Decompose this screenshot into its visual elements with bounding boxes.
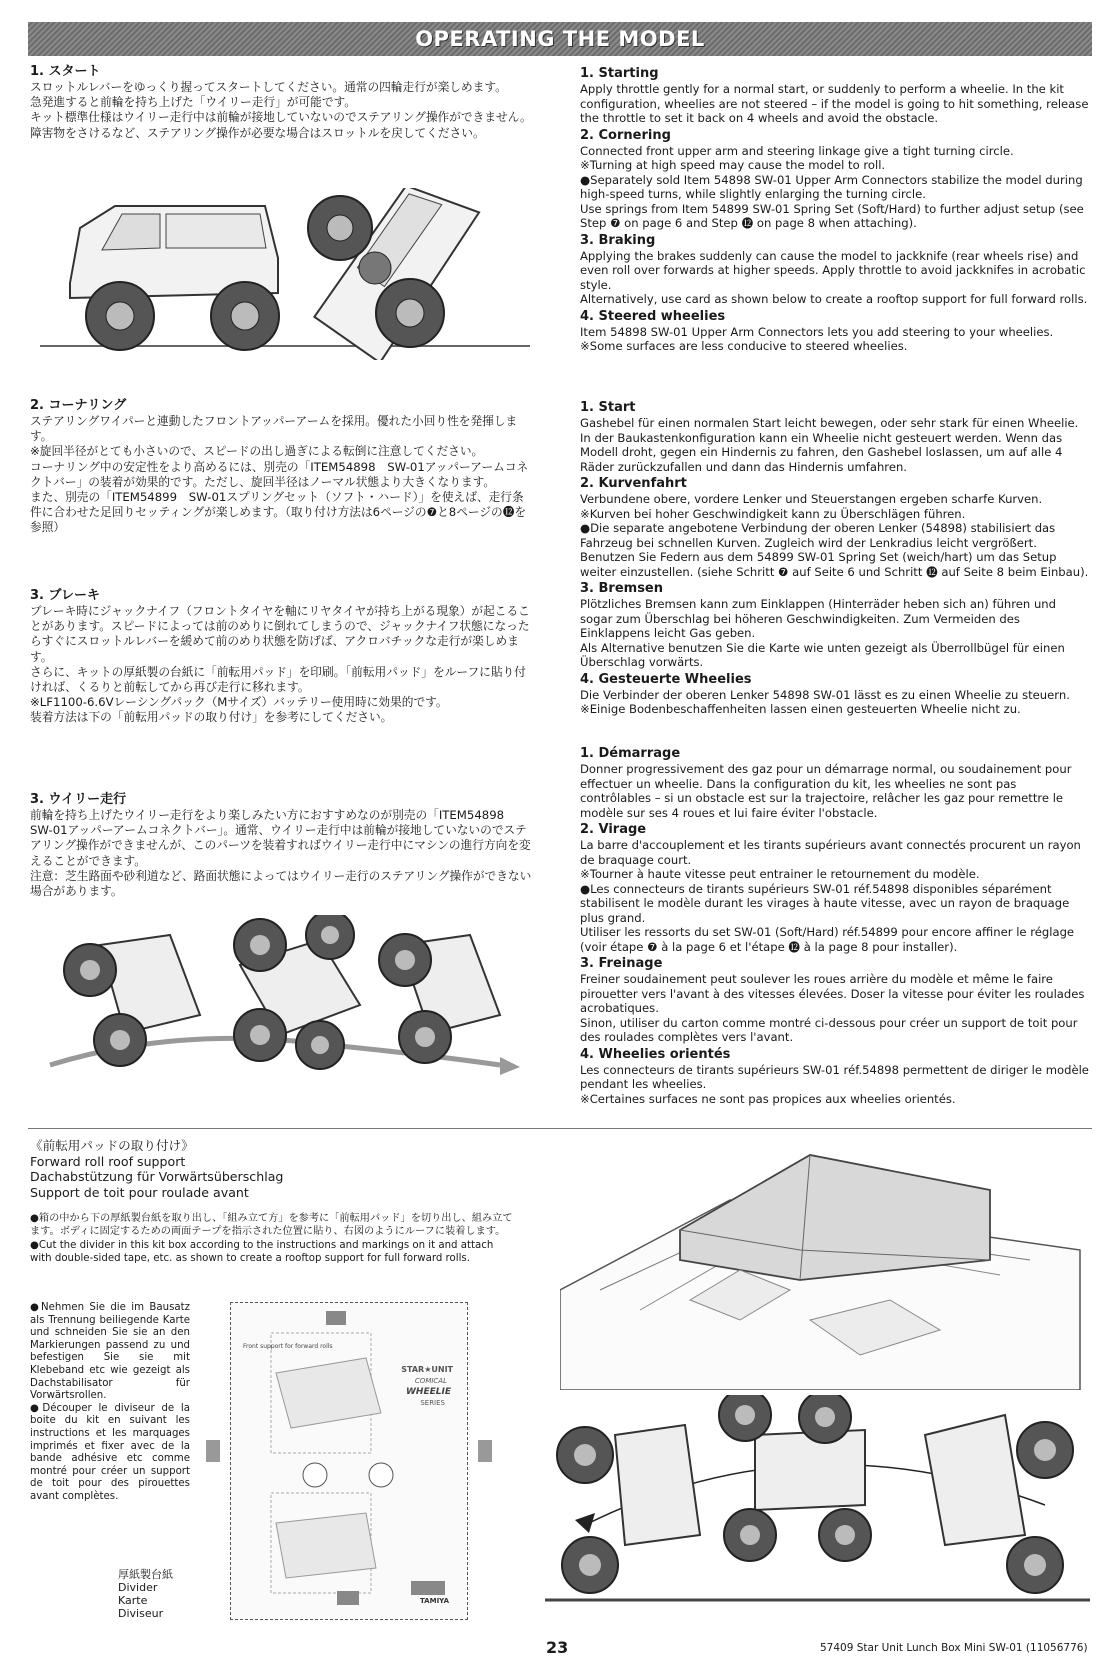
fr-start-heading: 1. Démarrage <box>580 746 681 761</box>
en-steer-heading: 4. Steered wheelies <box>580 308 726 324</box>
fr-cornering-text: La barre d'accouplement et les tirants supérieurs avant connectés procurent un rayon de braquage court. <box>580 838 1081 867</box>
jp-cornering-block <box>30 396 535 536</box>
jp-cornering-text-3: コーナリング中の安定性をより高めるには、別売の「ITEM54898 SW-01アッパーアームコネクトバー」の装着が効果的です。ただし、旋回半径はノーマル状態より大きくなります。 <box>30 459 529 489</box>
support-text-fr: ●Découper le diviseur de la boite du kit en suivant les instructions et les marquages imprimés et fixer avec de la bande adhésive etc comme montré pour créer un support de toit pour des pirouettes avant complètes. <box>30 1402 190 1502</box>
en-cornering-spring: Use springs from Item 54899 SW-01 Spring Set (Soft/Hard) to further adjust setup (see Step ❼ on page 6 and Step ⓬ on page 8 when attaching). <box>580 201 1084 230</box>
en-cornering-text: Connected front upper arm and steering linkage give a tight turning circle. <box>580 143 1014 158</box>
de-steer-note: ※Einige Bodenbeschaffenheiten lassen einen gesteuerten Wheelie nicht zu. <box>580 702 1021 716</box>
card-series-wheelie: WHEELIE <box>406 1387 451 1397</box>
de-start-text: Gashebel für einen normalen Start leicht bewegen, oder sehr stark für einen Wheelie. In der Baukastenkonfiguration kann ein Wheelie nicht gesteuert werden. Wenn das Modell droht, gegen ein Hindernis zu fahren, den Gashebel loslassen, um auf alle 4 Räder zurückzufallen und dann das Hindernis umfahren. <box>580 416 1079 474</box>
roof-support-illustration <box>560 1140 1090 1390</box>
card-diagram <box>231 1303 467 1619</box>
card-star-logo: STAR★UNIT <box>401 1365 453 1374</box>
jp-start-block <box>30 62 535 141</box>
card-pad-label: Front support for forward rolls <box>243 1343 333 1350</box>
jp-brake-block <box>30 586 535 726</box>
en-brake-heading: 3. Braking <box>580 232 656 248</box>
support-title-en: Forward roll roof support <box>30 1153 186 1169</box>
jp-brake-heading: 3. ブレーキ <box>30 588 100 603</box>
support-title-de: Dachabstützung für Vorwärtsüberschlag <box>30 1169 284 1184</box>
divider-label-fr: Diviseur <box>118 1607 164 1620</box>
en-steer-text: Item 54898 SW-01 Upper Arm Connectors lets you add steering to your wheelies. <box>580 324 1054 339</box>
jp-start-text-1: スロットルレバーをゆっくり握ってスタートしてください。通常の四輪走行が楽しめます。 <box>30 80 507 94</box>
support-text-en: ●Cut the divider in this kit box according to the instructions and markings on it and attach with double-sided tape, etc. as shown to create a rooftop support for full forward rolls. <box>30 1240 494 1264</box>
card-brand: TAMIYA <box>419 1597 449 1605</box>
de-start-heading: 1. Start <box>580 400 636 415</box>
support-text-de-fr <box>30 1302 190 1504</box>
support-text-de: ●Nehmen Sie die im Bausatz als Trennung beiliegende Karte und schneiden Sie sie an den Markierungen passend zu und befestigen Sie sie mit Klebeband etc wie gezeigt als Dachstabilisator für Vorwärtsrollen. <box>30 1302 190 1402</box>
section-banner <box>28 22 1092 56</box>
en-start-heading: 1. Starting <box>580 66 659 81</box>
de-brake-heading: 3. Bremsen <box>580 581 664 596</box>
section-divider <box>28 1128 1092 1129</box>
de-cornering-note: ※Kurven bei hoher Geschwindigkeit kann zu Überschlägen führen. <box>580 506 966 521</box>
card-side-mark-right <box>478 1440 492 1462</box>
fr-cornering-option: ●Les connecteurs de tirants supérieurs SW-01 réf.54898 disponibles séparément stabilisent le modèle durant les virages à haute vitesse, avec un rayon de braquage plus grand. <box>580 881 1070 925</box>
de-brake-alt: Als Alternative benutzen Sie die Karte wie unten gezeigt als Überrollbügel für einen Überschlag vorwärts. <box>580 640 1065 669</box>
roll-van-figure-1 <box>557 1425 700 1593</box>
en-cornering-heading: 2. Cornering <box>580 127 671 143</box>
jp-wheelie-block <box>30 790 535 899</box>
fr-cornering-heading: 2. Virage <box>580 822 647 837</box>
de-brake-text: Plötzliches Bremsen kann zum Einklappen (Hinterräder heben sich an) führen und sogar zum Überschlag bei höheren Geschwindigkeiten. Zum Vermeiden des Einklappens leicht Gas geben. <box>580 597 1056 640</box>
divider-label-jp: 厚紙製台紙 <box>118 1568 173 1581</box>
banner-title: OPERATING THE MODEL <box>415 27 705 51</box>
jp-cornering-text-4: また、別売の「ITEM54899 SW-01スプリングセット（ソフト・ハード）」を使えば、走行条件に合わせた足回りセッティングが楽しめます。（取り付け方法は6ページの❼と8ページの⓬を参照） <box>30 490 527 535</box>
fr-start-text: Donner progressivement des gaz pour un démarrage normal, ou soudainement pour effectuer un wheelie. Dans la configuration du kit, les wheelies ne sont pas contrôlables – si un obstacle est sur la trajectoire, relâcher les gaz pour remettre le modèle sur ses 4 roues et lui faire éviter l'obstacle. <box>580 762 1072 820</box>
card-series-comical: COMICAL <box>414 1377 447 1385</box>
card-series-series: SERIES <box>420 1399 445 1407</box>
fr-steer-note: ※Certaines surfaces ne sont pas propices aux wheelies orientés. <box>580 1091 956 1106</box>
van-steer-figure-2 <box>234 915 360 1069</box>
jp-brake-text-2: さらに、キットの厚紙製の台紙に「前転用パッド」を印刷。「前転用パッド」をルーフに貼り付ければ、くるりと前転してから再び走行に移れます。 <box>30 664 526 695</box>
card-side-mark-left <box>206 1440 220 1462</box>
divider-label-en: Divider <box>118 1581 158 1594</box>
van-steer-figure-3 <box>379 934 500 1063</box>
divider-card <box>230 1302 468 1620</box>
jp-brake-text-1: ブレーキ時にジャックナイフ（フロントタイヤを軸にリヤタイヤが持ち上がる現象）が起こることがあります。スピードによっては前のめりに倒れてしまうので、ジャックナイフ状態になったらすぐにスロットルレバーを緩めて前のめり状態を防げば、アクロバチックな走行が楽しめます。 <box>30 604 530 664</box>
fr-brake-text: Freiner soudainement peut soulever les roues arrière du modèle et même le faire pirouetter vers l'avant à des vitesses élevées. Doser la vitesse pour éviter les roulades acrobatiques. <box>580 972 1085 1015</box>
van-driving-figure <box>70 206 279 350</box>
de-cornering-heading: 2. Kurvenfahrt <box>580 476 687 491</box>
jp-wheelie-text-2: 注意：芝生路面や砂利道など、路面状態によってはウイリー走行のステアリング操作ができない場合があります。 <box>30 868 532 899</box>
fr-brake-alt: Sinon, utiliser du carton comme montré ci-dessous pour créer un support de toit pour des roulades complètes vers l'avant. <box>580 1015 1078 1044</box>
de-cornering-spring: Benutzen Sie Federn aus dem 54899 SW-01 Spring Set (weich/hart) um das Setup weiter einzustellen. (siehe Schritt ❼ auf Seite 6 und Schritt ⓬ auf Seite 8 beim Einbau). <box>580 550 1089 579</box>
support-title-jp: 《前転用パッドの取り付け》 <box>30 1138 194 1153</box>
fr-steer-heading: 4. Wheelies orientés <box>580 1046 731 1062</box>
jp-wheelie-heading: 3. ウイリー走行 <box>30 792 127 807</box>
de-block <box>580 398 1090 717</box>
van-steer-figure-1 <box>64 935 200 1066</box>
support-title-fr: Support de toit pour roulade avant <box>30 1184 249 1200</box>
de-cornering-option: ●Die separate angebotene Verbindung der oberen Lenker (54898) stabilisiert das Fahrzeug bei schnellen Kurven. Zugleich wird der Lenkradius leicht vergrößert. <box>580 521 1056 550</box>
jp-wheelie-text-1: 前輪を持ち上げたウイリー走行をより楽しみたい方におすすめなのが別売の「ITEM54898 SW-01アッパーアームコネクトバー」。通常、ウイリー走行中は前輪が接地していないのでステアリング操作ができませんが、このパーツを装着すればウイリー走行中にマシンの進行方向を変えることができます。 <box>30 808 531 868</box>
en-brake-text: Applying the brakes suddenly can cause the model to jackknife (rear wheels rise) and even roll over forwards at higher speeds. Apply throttle to avoid jackknifes in acrobatic style. <box>580 248 1086 292</box>
de-cornering-text: Verbundene obere, vordere Lenker und Steuerstangen ergeben scharfe Kurven. <box>580 492 1043 506</box>
jp-cornering-text-2: ※旋回半径がとても小さいので、スピードの出し過ぎによる転倒に注意してください。 <box>30 444 484 459</box>
fr-steer-text: Les connecteurs de tirants supérieurs SW-01 réf.54898 permettent de diriger le modèle pendant les wheelies. <box>580 1062 1089 1091</box>
support-text-jp: ●箱の中から下の厚紙製台紙を取り出し、「組み立て方」を参考に「前転用パッド」を切り出し、組み立てます。ボディに固定するための両面テープを指示された位置に貼り、右図のようにルーフに装着します。 <box>30 1213 513 1237</box>
fr-cornering-note: ※Tourner à haute vitesse peut entrainer le retournement du modèle. <box>580 867 980 881</box>
jp-brake-text-4: 装着方法は下の「前転用パッドの取り付け」を参考にしてください。 <box>30 710 393 725</box>
en-start-text: Apply throttle gently for a normal start, or suddenly to perform a wheelie. In the kit configuration, wheelies are not steered – if the model is going to hit something, release the throttle to set it back on 4 wheels and avoid the obstacle. <box>580 82 1089 125</box>
jp-start-text-3: キット標準仕様はウイリー走行中は前輪が接地していないのでステアリング操作ができません。障害物をさけるなど、ステアリング操作が必要な場合はスロットルを戻してください。 <box>30 110 532 140</box>
jp-cornering-text-1: ステアリングワイパーと連動したフロントアッパーアームを採用。優れた小回り性を発揮します。 <box>30 414 518 444</box>
product-code: 57409 Star Unit Lunch Box Mini SW-01 (11056776) <box>820 1642 1088 1654</box>
support-title-block <box>30 1138 530 1200</box>
jp-cornering-heading: 2. コーナリング <box>30 398 127 413</box>
fr-block <box>580 744 1090 1106</box>
forward-roll-illustration <box>545 1395 1090 1610</box>
roll-van-figure-2 <box>719 1395 871 1561</box>
divider-label-de: Karte <box>118 1594 148 1607</box>
en-steer-note: ※Some surfaces are less conducive to steered wheelies. <box>580 339 908 353</box>
divider-labels <box>118 1568 218 1620</box>
fr-cornering-spring: Utiliser les ressorts du set SW-01 (Soft/Hard) réf.54899 pour encore affiner le réglage (voir étape ❼ à la page 6 et l'étape ⓬ à la page 8 pour installer). <box>580 925 1075 954</box>
en-cornering-option: ●Separately sold Item 54898 SW-01 Upper Arm Connectors stabilize the model during high-speed turns, while slightly enlarging the turning circle. <box>580 172 1083 201</box>
en-cornering-note: ※Turning at high speed may cause the model to roll. <box>580 158 886 172</box>
jp-start-text-2: 急発進すると前輪を持ち上げた「ウイリー走行」が可能です。 <box>30 95 356 110</box>
jp-start-heading: 1. スタート <box>30 64 101 79</box>
van-wheelie-illustration <box>40 188 535 360</box>
jp-brake-text-3: ※LF1100-6.6Vレーシングパック（Mサイズ）バッテリー使用時に効果的です。 <box>30 695 448 710</box>
support-instructions <box>30 1213 515 1265</box>
fr-brake-heading: 3. Freinage <box>580 956 663 971</box>
en-brake-alt: Alternatively, use card as shown below to create a rooftop support for full forward rolls. <box>580 292 1088 306</box>
roll-van-figure-3 <box>925 1415 1073 1593</box>
steered-wheelie-illustration <box>30 915 540 1080</box>
page-number: 23 <box>546 1638 569 1657</box>
en-block <box>580 64 1090 354</box>
de-steer-text: Die Verbinder der oberen Lenker 54898 SW-01 lässt es zu einen Wheelie zu steuern. <box>580 687 1070 702</box>
de-steer-heading: 4. Gesteuerte Wheelies <box>580 671 752 687</box>
